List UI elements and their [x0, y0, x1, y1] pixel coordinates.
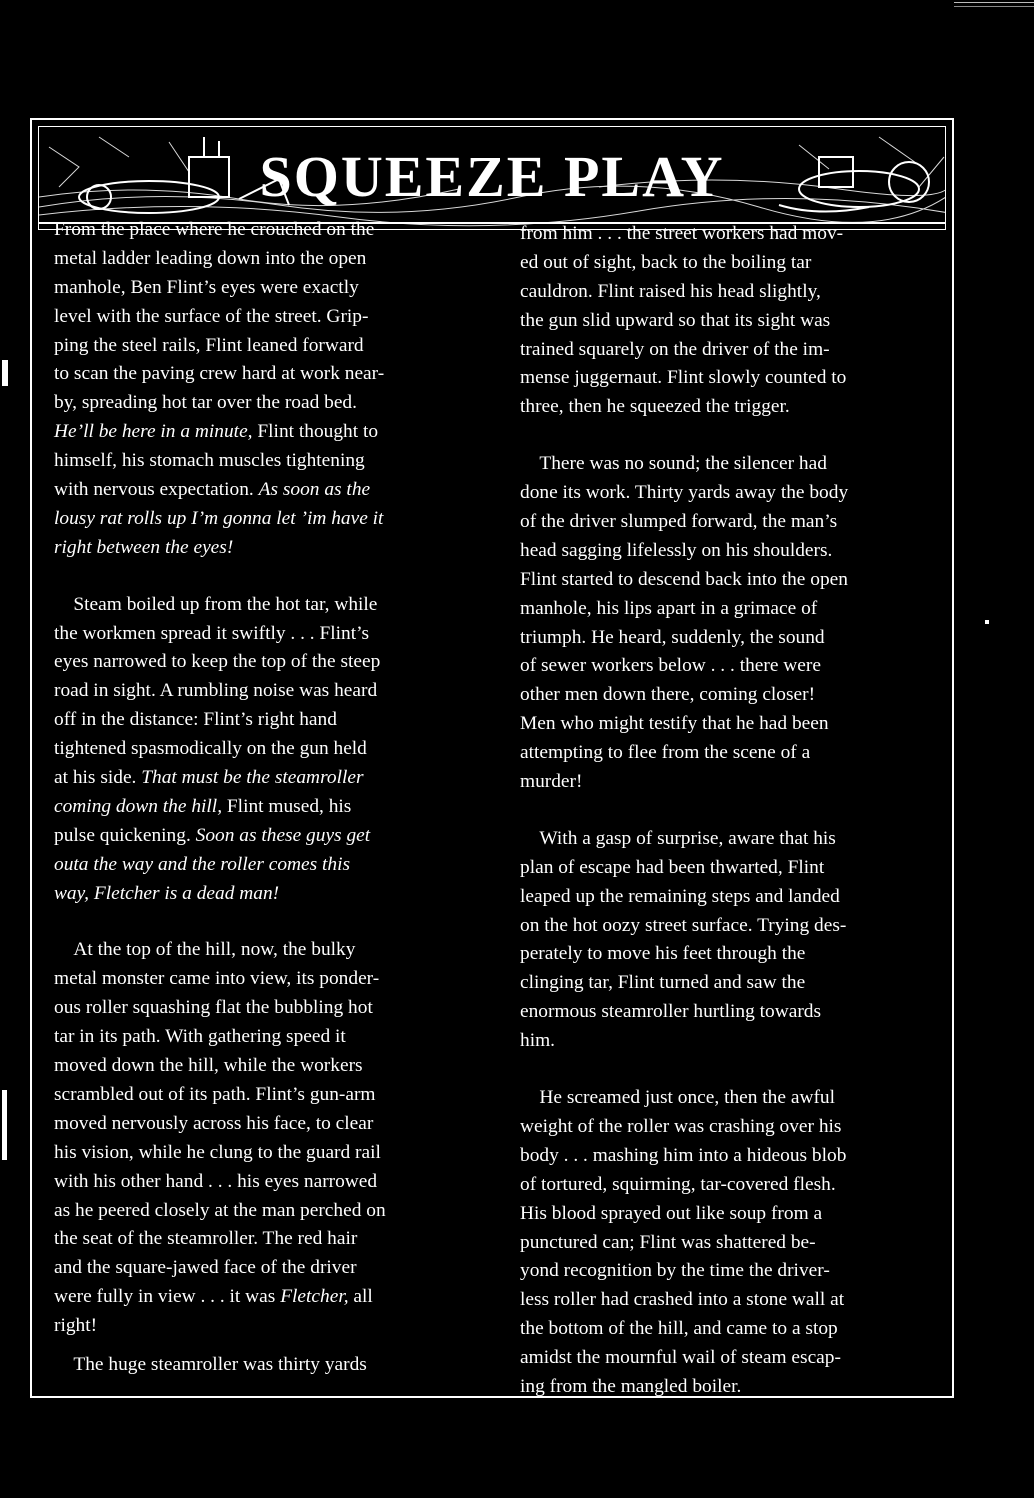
text-line: With a gasp of surprise, aware that his	[520, 827, 836, 849]
text-line: tightened spasmodically on the gun held	[54, 738, 367, 760]
margin-mark	[2, 1090, 7, 1160]
text-line: as he peered closely at the man perched on	[54, 1199, 386, 1221]
text-line: on the hot oozy street surface. Trying des-	[520, 914, 847, 936]
paragraph-gap	[520, 422, 948, 450]
text-line: enormous steamroller hurtling towards	[520, 1001, 822, 1023]
story-title: SQUEEZE PLAY	[259, 144, 725, 209]
text-line: Men who might testify that he had been	[520, 713, 829, 735]
text-line: manhole, Ben Flint’s eyes were exactly	[54, 276, 359, 298]
text-line: From the place where he crouched on the	[54, 219, 375, 240]
text-line: There was no sound; the silencer had	[520, 453, 827, 475]
text-line: the seat of the steamroller. The red hair	[54, 1228, 358, 1250]
text-line	[54, 418, 482, 447]
text-line: road in sight. A rumbling noise was heard	[54, 680, 378, 702]
text-line: level with the surface of the street. Grip-	[54, 305, 369, 327]
text-line: way, Fletcher is a dead man!	[54, 882, 280, 904]
corner-rule	[954, 2, 1034, 7]
text-line: with his other hand . . . his eyes narrowed	[54, 1170, 378, 1192]
text-phrase: all	[348, 1286, 373, 1308]
margin-mark	[2, 360, 8, 386]
text-line: moved nervously across his face, to clear	[54, 1112, 374, 1134]
text-line: attempting to flee from the scene of a	[520, 742, 811, 764]
text-phrase: with nervous expectation.	[54, 479, 259, 501]
text-line: amidst the mournful wail of steam escap-	[520, 1347, 841, 1369]
text-line: his vision, while he clung to the guard rail	[54, 1141, 381, 1163]
text-line: off in the distance: Flint’s right hand	[54, 709, 337, 731]
text-line: murder!	[520, 771, 583, 793]
text-line: other men down there, coming closer!	[520, 684, 816, 706]
text-phrase: Flint mused, his	[222, 795, 352, 817]
text-line: ping the steel rails, Flint leaned forward	[54, 334, 364, 356]
text-line: mense juggernaut. Flint slowly counted to	[520, 367, 847, 389]
text-line: cauldron. Flint raised his head slightly,	[520, 280, 821, 302]
text-line: the workmen spread it swiftly . . . Flint’s	[54, 622, 370, 644]
text-line: scrambled out of its path. Flint’s gun-arm	[54, 1083, 376, 1105]
text-line: eyes narrowed to keep the top of the steep	[54, 651, 381, 673]
right-column	[520, 220, 948, 1402]
text-line: manhole, his lips apart in a grimace of	[520, 597, 818, 619]
text-line: moved down the hill, while the workers	[54, 1055, 363, 1077]
text-line	[54, 476, 482, 505]
text-line: done its work. Thirty yards away the body	[520, 482, 849, 504]
text-line: clinging tar, Flint turned and saw the	[520, 972, 806, 994]
text-line: body . . . mashing him into a hideous blob	[520, 1144, 847, 1166]
text-phrase: Flint thought to	[252, 421, 379, 443]
text-line: His blood sprayed out like soup from a	[520, 1202, 823, 1224]
title-banner	[38, 126, 946, 230]
text-line: ous roller squashing flat the bubbling hot	[54, 997, 373, 1019]
text-line: yond recognition by the time the driver-	[520, 1260, 830, 1282]
italic-phrase: Fletcher,	[280, 1286, 349, 1308]
text-line	[54, 793, 482, 822]
italic-phrase: coming down the hill,	[54, 795, 223, 817]
text-line: outa the way and the roller comes this	[54, 853, 351, 875]
text-line: plan of escape had been thwarted, Flint	[520, 856, 825, 878]
paragraph-gap	[520, 797, 948, 825]
text-line: three, then he squeezed the trigger.	[520, 396, 790, 418]
margin-mark	[985, 620, 989, 624]
text-line: the gun slid upward so that its sight was	[520, 309, 831, 331]
text-line: tar in its path. With gathering speed it	[54, 1026, 346, 1048]
text-line: trained squarely on the driver of the im-	[520, 338, 830, 360]
text-phrase: at his side.	[54, 767, 142, 789]
text-line: metal monster came into view, its ponder-	[54, 968, 380, 990]
italic-phrase: He’ll be here in a minute,	[54, 421, 253, 443]
italic-phrase: As soon as the	[258, 479, 371, 501]
text-line: head sagging lifelessly on his shoulders.	[520, 539, 833, 561]
text-line: right!	[54, 1315, 98, 1337]
text-phrase: were fully in view . . . it was	[54, 1286, 281, 1308]
text-line: Flint started to descend back into the open	[520, 568, 848, 590]
text-line: ing from the mangled boiler.	[520, 1375, 742, 1397]
text-line: ed out of sight, back to the boiling tar	[520, 251, 812, 273]
text-line: weight of the roller was crashing over his	[520, 1115, 842, 1137]
text-line: right between the eyes!	[54, 536, 234, 558]
text-line: of the driver slumped forward, the man’s	[520, 511, 838, 533]
story-page	[30, 118, 954, 1398]
text-line: from him . . . the street workers had mov-	[520, 223, 844, 244]
text-line: him.	[520, 1030, 556, 1052]
paragraph-gap	[54, 1341, 482, 1351]
paragraph-gap	[54, 908, 482, 936]
text-line: of tortured, squirming, tar-covered flesh.	[520, 1173, 836, 1195]
text-line: At the top of the hill, now, the bulky	[54, 939, 356, 961]
text-line: the bottom of the hill, and came to a stop	[520, 1318, 838, 1340]
text-phrase: pulse quickening.	[54, 824, 196, 846]
text-line: to scan the paving crew hard at work near-	[54, 363, 385, 385]
text-line	[54, 822, 482, 851]
text-line: leaped up the remaining steps and landed	[520, 885, 840, 907]
paragraph-gap	[54, 563, 482, 591]
left-column	[54, 216, 482, 1380]
paragraph-gap	[520, 1056, 948, 1084]
text-line: and the square-jawed face of the driver	[54, 1257, 357, 1279]
text-line: less roller had crashed into a stone wall at	[520, 1289, 845, 1311]
text-line: Steam boiled up from the hot tar, while	[54, 593, 378, 615]
text-line: of sewer workers below . . . there were	[520, 655, 821, 677]
text-line: by, spreading hot tar over the road bed.	[54, 392, 357, 414]
text-line	[54, 764, 482, 793]
italic-phrase: Soon as these guys get	[195, 824, 371, 846]
text-line: He screamed just once, then the awful	[520, 1087, 835, 1109]
text-line: triumph. He heard, suddenly, the sound	[520, 626, 825, 648]
text-line: himself, his stomach muscles tightening	[54, 450, 365, 472]
text-line: The huge steamroller was thirty yards	[54, 1353, 367, 1375]
text-line	[54, 1283, 482, 1312]
italic-phrase: That must be the steamroller	[141, 767, 364, 789]
text-line: metal ladder leading down into the open	[54, 247, 367, 269]
text-line: punctured can; Flint was shattered be-	[520, 1231, 816, 1253]
text-line: lousy rat rolls up I’m gonna let ’im have it	[54, 507, 384, 529]
text-line: perately to move his feet through the	[520, 943, 806, 965]
